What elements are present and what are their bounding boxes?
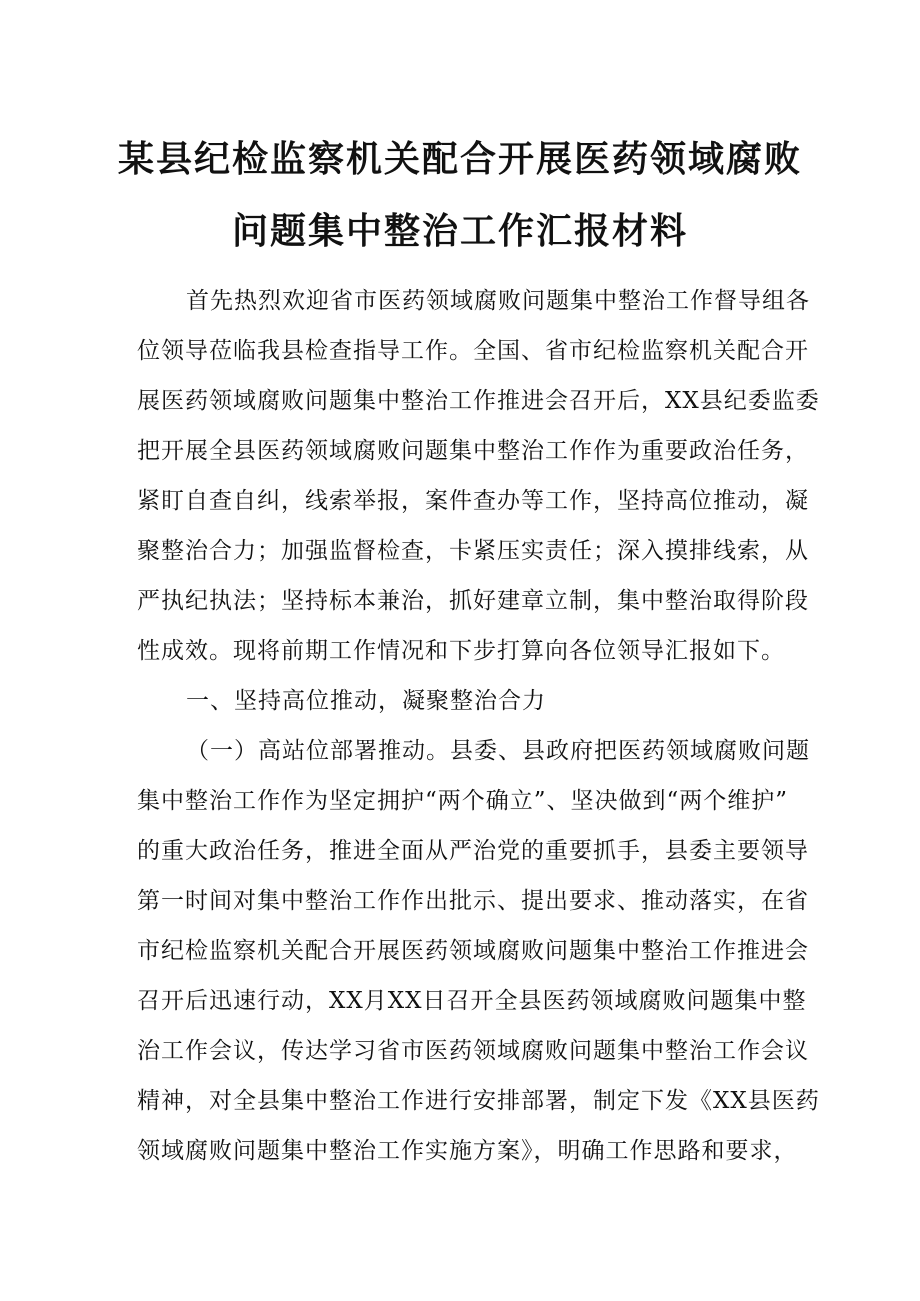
section-1-heading: 一、坚持高位推动，凝聚整治合力 xyxy=(186,688,546,714)
paragraph-1-line-2: 位领导莅临我县检查指导工作。全国、省市纪检监察机关配合开 xyxy=(137,338,809,364)
paragraph-2-line-8: 精神，对全县集中整治工作进行安排部署，制定下发《XX县医药 xyxy=(137,1088,820,1114)
paragraph-1-line-7: 严执纪执法；坚持标本兼治，抓好建章立制，集中整治取得阶段 xyxy=(137,588,809,614)
paragraph-2-line-1: （一）高站位部署推动。县委、县政府把医药领域腐败问题 xyxy=(186,738,810,764)
paragraph-1-line-4: 把开展全县医药领域腐败问题集中整治工作作为重要政治任务， xyxy=(137,438,809,464)
document-title-line-2: 问题集中整治工作汇报材料 xyxy=(231,211,688,252)
paragraph-1-line-6: 聚整治合力；加强监督检查，卡紧压实责任；深入摸排线索，从 xyxy=(137,538,809,564)
paragraph-2-line-9: 领域腐败问题集中整治工作实施方案》，明确工作思路和要求， xyxy=(137,1138,798,1164)
document-title-line-1: 某县纪检监察机关配合开展医药领域腐败 xyxy=(117,139,802,180)
paragraph-2-line-5: 市纪检监察机关配合开展医药领域腐败问题集中整治工作推进会 xyxy=(137,938,809,964)
paragraph-1-line-5: 紧盯自查自纠，线索举报，案件查办等工作，坚持高位推动，凝 xyxy=(137,488,809,514)
paragraph-2-line-6: 召开后迅速行动，XX月XX日召开全县医药领域腐败问题集中整 xyxy=(137,988,807,1014)
paragraph-2-line-3: 的重大政治任务，推进全面从严治党的重要抓手，县委主要领导 xyxy=(137,838,809,864)
paragraph-1-line-3: 展医药领域腐败问题集中整治工作推进会召开后，XX县纪委监委 xyxy=(137,388,820,414)
paragraph-2-line-2: 集中整治工作作为坚定拥护“两个确立”、坚决做到“两个维护” xyxy=(137,788,789,814)
paragraph-2-line-7: 治工作会议，传达学习省市医药领域腐败问题集中整治工作会议 xyxy=(137,1038,809,1064)
paragraph-1-line-1: 首先热烈欢迎省市医药领域腐败问题集中整治工作督导组各 xyxy=(186,288,810,314)
paragraph-2-line-4: 第一时间对集中整治工作作出批示、提出要求、推动落实，在省 xyxy=(137,888,809,914)
paragraph-1-line-8: 性成效。现将前期工作情况和下步打算向各位领导汇报如下。 xyxy=(137,638,785,664)
